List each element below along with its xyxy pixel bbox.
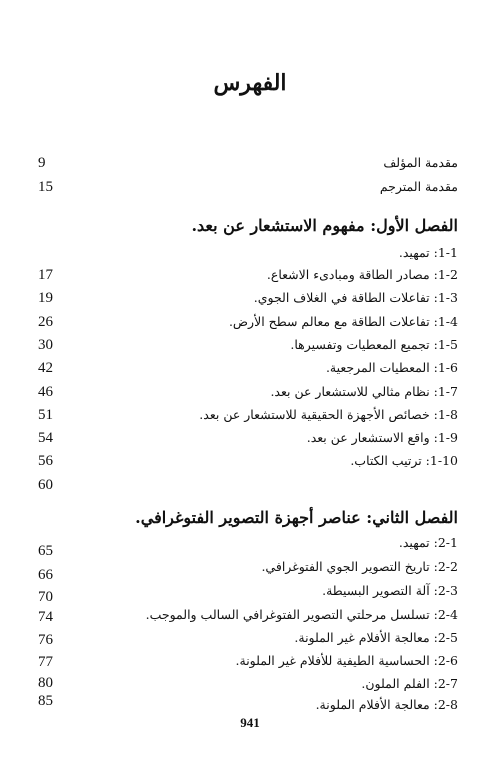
toc-entry-page: 9 <box>38 155 46 171</box>
toc-entry <box>0 311 500 333</box>
toc-entry <box>0 334 500 356</box>
toc-entry <box>0 474 500 496</box>
toc-entry-label: 1-6: المعطيات المرجعية. <box>325 360 458 375</box>
toc-entry-page: 76 <box>38 632 53 648</box>
toc-entry-page: 42 <box>38 360 53 376</box>
toc-entry-page: 46 <box>38 384 53 400</box>
toc-entry-page: 65 <box>38 543 53 559</box>
toc-entry-label: 2-7: الفلم الملون. <box>361 676 458 691</box>
toc-entry-label: 1-8: خصائص الأجهزة الحقيقية للاستشعار عن بعد. <box>199 407 458 422</box>
toc-entry-label: 2-6: الحساسية الطيفية للأفلام غير الملونة. <box>235 653 458 668</box>
page-number: 941 <box>240 715 260 730</box>
toc-entry <box>0 580 500 605</box>
toc-entry-label: 2-4: تسلسل مرحلتي التصوير الفتوغرافي السالب والموجب. <box>145 607 458 622</box>
toc-entry-page: 17 <box>38 267 53 283</box>
toc-entry <box>0 242 500 264</box>
toc-entry <box>0 176 500 198</box>
toc-entry-page: 54 <box>38 430 53 446</box>
toc-entry-label: 2-2: تاريخ التصوير الجوي الفتوغرافي. <box>261 559 458 574</box>
toc-entry <box>0 694 500 716</box>
toc-entry <box>0 450 500 472</box>
toc-entry-label: 2-3: آلة التصوير البسيطة. <box>322 583 458 598</box>
toc-entry-page: 66 <box>38 567 53 583</box>
toc-entry-label: 1-3: تفاعلات الطاقة في الغلاف الجوي. <box>253 290 458 305</box>
page-title: الفهرس <box>213 70 287 96</box>
toc-entry-page: 60 <box>38 477 53 493</box>
toc-entry <box>0 381 500 403</box>
toc-entry <box>0 427 500 449</box>
toc-entry-page: 51 <box>38 407 53 423</box>
toc-entry <box>0 357 500 379</box>
toc-entry <box>0 404 500 426</box>
toc-entry <box>0 287 500 309</box>
toc-entry-page: 74 <box>38 609 53 625</box>
toc-entry-label: 1-4: تفاعلات الطاقة مع معالم سطح الأرض. <box>228 314 458 329</box>
toc-entry-page: 26 <box>38 314 53 330</box>
chapter-heading: الفصل الثاني: عناصر أجهزة التصوير الفتوغرافي. <box>135 508 458 527</box>
toc-entry-page: 19 <box>38 290 53 306</box>
toc-entry-label: 1-5: تجميع المعطيات وتفسيرها. <box>290 337 458 352</box>
chapter-heading: الفصل الأول: مفهوم الاستشعار عن بعد. <box>191 216 458 235</box>
toc-entry-page: 85 <box>38 693 53 709</box>
toc-entry-label: 1-9: واقع الاستشعار عن بعد. <box>306 430 458 445</box>
toc-entry <box>0 264 500 286</box>
toc-entry-page: 70 <box>38 589 53 605</box>
toc-entry-page: 80 <box>38 675 53 691</box>
toc-entry-page: 77 <box>38 654 53 670</box>
toc-entry-label: 1-10: ترتيب الكتاب. <box>350 453 458 468</box>
toc-entry <box>0 604 500 626</box>
toc-entry <box>0 152 500 174</box>
toc-entry-page: 56 <box>38 453 53 469</box>
toc-entry <box>0 650 500 672</box>
toc-entry <box>0 532 500 559</box>
toc-entry-label: 2-5: معالجة الأفلام غير الملونة. <box>294 630 458 645</box>
toc-entry-label: مقدمة المترجم <box>379 179 458 194</box>
toc-entry-label: 1-2: مصادر الطاقة ومبادىء الاشعاع. <box>266 267 458 282</box>
toc-entry <box>0 627 500 649</box>
toc-entry-label: 1-7: نظام مثالي للاستشعار عن بعد. <box>270 384 458 399</box>
toc-entry-label: 1-1: تمهيد. <box>398 245 458 260</box>
toc-entry <box>0 556 500 583</box>
toc-entry-label: 2-1: تمهيد. <box>398 535 458 550</box>
toc-entry-page: 15 <box>38 179 53 195</box>
toc-entry-label: مقدمة المؤلف <box>383 155 458 170</box>
toc-entry-page: 30 <box>38 337 53 353</box>
toc-entry-label: 2-8: معالجة الأفلام الملونة. <box>315 697 458 712</box>
